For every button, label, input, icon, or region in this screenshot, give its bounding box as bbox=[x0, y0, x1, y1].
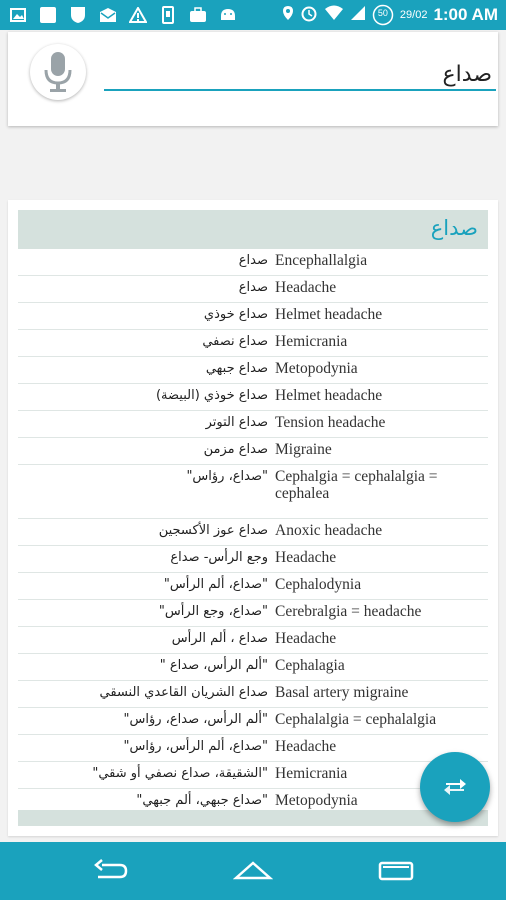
result-row[interactable] bbox=[18, 573, 488, 600]
result-row[interactable] bbox=[18, 708, 488, 735]
result-arabic: صداع bbox=[238, 280, 268, 295]
result-arabic: صداع خوذي bbox=[203, 307, 268, 322]
recents-icon bbox=[377, 858, 415, 884]
result-english: Headache bbox=[275, 279, 337, 296]
result-arabic: "الشقيقة، صداع نصفي أو شقي" bbox=[92, 766, 268, 781]
result-english: Headache bbox=[275, 549, 337, 566]
square-icon bbox=[38, 5, 58, 25]
wifi-icon bbox=[324, 5, 344, 25]
result-english: Headache bbox=[275, 630, 337, 647]
result-arabic: "صداع، رؤاس" bbox=[186, 469, 268, 484]
result-arabic: صداع جبهي bbox=[205, 361, 268, 376]
result-english: Headache bbox=[275, 738, 337, 755]
result-row[interactable] bbox=[18, 411, 488, 438]
result-english: Cephalodynia bbox=[275, 576, 362, 593]
result-row[interactable] bbox=[18, 438, 488, 465]
result-english: Tension headache bbox=[275, 414, 386, 431]
result-row[interactable] bbox=[18, 735, 488, 762]
home-icon bbox=[233, 858, 273, 884]
result-arabic: "صداع، وجع الرأس" bbox=[158, 604, 268, 619]
result-row[interactable] bbox=[18, 600, 488, 627]
home-button[interactable] bbox=[233, 856, 273, 886]
result-row[interactable] bbox=[18, 681, 488, 708]
location-icon bbox=[282, 5, 294, 25]
recents-button[interactable] bbox=[376, 856, 416, 886]
results-title: صداع bbox=[430, 216, 478, 240]
result-arabic: صداع التوتر bbox=[205, 415, 268, 430]
result-arabic: صداع عوز الأكسجين bbox=[158, 523, 268, 538]
result-arabic: صداع مزمن bbox=[203, 442, 268, 457]
result-arabic: صداع ، ألم الرأس bbox=[171, 631, 268, 646]
result-english: Helmet headache bbox=[275, 387, 383, 404]
briefcase-icon bbox=[188, 5, 208, 25]
back-button[interactable] bbox=[91, 856, 131, 886]
result-row[interactable] bbox=[18, 762, 488, 789]
result-english: Cephalalgia = cephalalgia bbox=[275, 711, 437, 728]
swap-language-button[interactable] bbox=[420, 752, 490, 822]
result-english: Helmet headache bbox=[275, 306, 383, 323]
android-icon bbox=[218, 5, 238, 25]
result-arabic: صداع خوذي (البيضة) bbox=[155, 388, 268, 403]
status-bar bbox=[0, 0, 506, 30]
result-row[interactable] bbox=[18, 249, 488, 276]
search-card bbox=[8, 32, 498, 126]
phone-icon bbox=[158, 5, 178, 25]
warning-icon bbox=[128, 5, 148, 25]
result-arabic: "صداع، ألم الرأس، رؤاس" bbox=[123, 739, 268, 754]
image-icon bbox=[8, 5, 28, 25]
result-arabic: صداع نصفي bbox=[202, 334, 268, 349]
result-english: Cerebralgia = headache bbox=[275, 603, 422, 620]
result-row[interactable] bbox=[18, 276, 488, 303]
result-arabic: "ألم الرأس، صداع، رؤاس" bbox=[123, 712, 268, 727]
result-row[interactable] bbox=[18, 654, 488, 681]
result-english: Metopodynia bbox=[275, 360, 358, 377]
voice-search-button[interactable] bbox=[30, 44, 86, 100]
microphone-icon bbox=[30, 44, 86, 100]
result-arabic: "ألم الرأس، صداع " bbox=[159, 658, 268, 673]
result-english: Metopodynia bbox=[275, 792, 358, 809]
result-arabic: "صداع جبهي، ألم جبهي" bbox=[136, 793, 268, 808]
battery-icon bbox=[372, 4, 394, 26]
result-english: Basal artery migraine bbox=[275, 684, 409, 701]
alarm-icon bbox=[300, 4, 318, 26]
battery-level: 50 bbox=[377, 8, 388, 18]
result-english: Anoxic headache bbox=[275, 522, 383, 539]
results-card bbox=[8, 200, 498, 836]
search-input[interactable] bbox=[104, 59, 496, 91]
result-row[interactable] bbox=[18, 519, 488, 546]
mail-icon bbox=[98, 5, 118, 25]
result-row[interactable] bbox=[18, 465, 488, 519]
status-date: 29/02 bbox=[399, 9, 428, 21]
shield-icon bbox=[68, 5, 88, 25]
results-header bbox=[18, 210, 488, 249]
result-row[interactable] bbox=[18, 384, 488, 411]
result-row[interactable] bbox=[18, 330, 488, 357]
navigation-bar bbox=[0, 842, 506, 900]
result-english: Cephalgia = cephalalgia = cephalea bbox=[275, 468, 438, 502]
results-footer bbox=[18, 810, 488, 826]
result-row[interactable] bbox=[18, 546, 488, 573]
result-english: Encephallalgia bbox=[275, 252, 368, 269]
result-english: Hemicrania bbox=[275, 333, 348, 350]
status-time: 1:00 AM bbox=[433, 5, 498, 24]
result-arabic: صداع bbox=[238, 253, 268, 268]
swap-language-icon bbox=[442, 775, 468, 799]
results-list bbox=[18, 249, 488, 816]
result-row[interactable] bbox=[18, 357, 488, 384]
result-arabic: صداع الشريان القاعدي النسقي bbox=[99, 685, 268, 700]
result-english: Cephalagia bbox=[275, 657, 345, 674]
signal-icon bbox=[350, 5, 366, 25]
result-row[interactable] bbox=[18, 303, 488, 330]
result-arabic: "صداع، ألم الرأس" bbox=[163, 577, 268, 592]
result-arabic: وجع الرأس- صداع bbox=[170, 550, 268, 565]
result-english: Migraine bbox=[275, 441, 332, 458]
result-row[interactable] bbox=[18, 627, 488, 654]
result-english: Hemicrania bbox=[275, 765, 348, 782]
back-icon bbox=[92, 859, 130, 883]
